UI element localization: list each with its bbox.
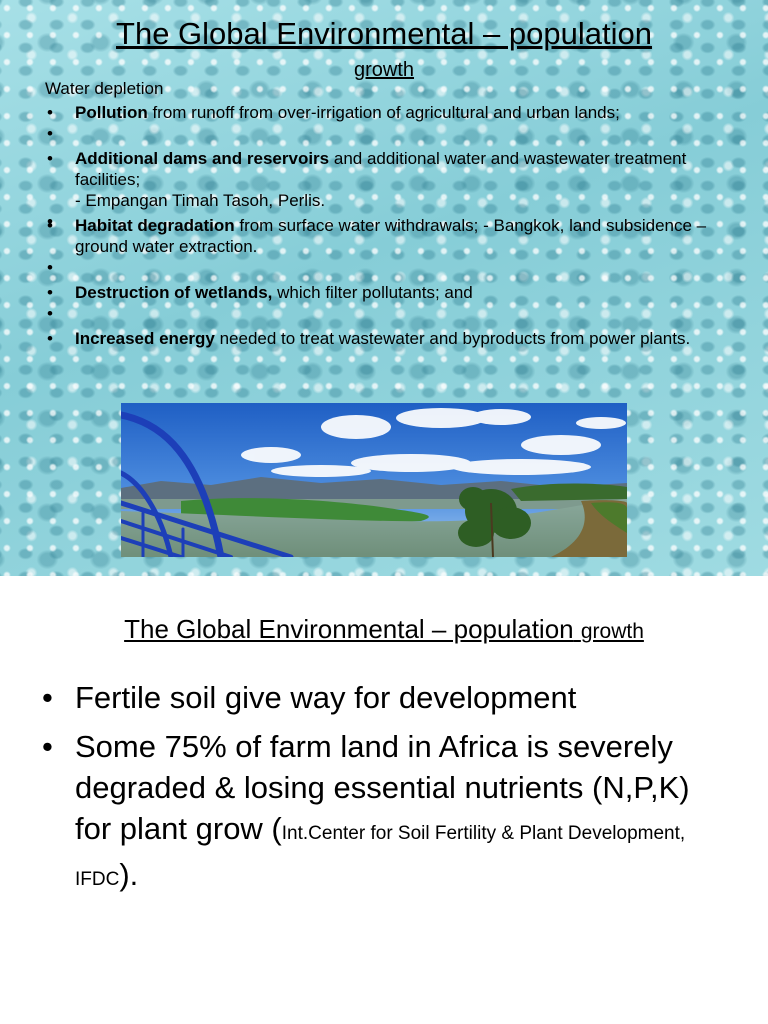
spacer — [45, 123, 725, 148]
slide-title — [0, 613, 768, 648]
slide-fertile-soil — [0, 576, 768, 1024]
bullet-text: which filter pollutants; and — [272, 283, 473, 302]
spacer — [45, 257, 725, 282]
bullet-extra: - Empangan Timah Tasoh, Perlis. — [75, 191, 326, 210]
list-item — [45, 102, 725, 123]
slide-title-main: The Global Environmental – population — [124, 614, 574, 644]
slide-title: The Global Environmental – population — [116, 16, 652, 51]
bullet-title: Additional dams and reservoirs — [75, 149, 330, 168]
section-heading: Water depletion — [45, 79, 164, 98]
bullet-text: and additional water and wastewater treatment facilities; — [75, 149, 687, 189]
bullet-title: Increased energy — [75, 329, 215, 348]
bullet-list — [45, 102, 725, 349]
bullet-text: needed to treat wastewater and byproducts from power plants. — [214, 329, 691, 348]
bullet-text: from runoff from over-irrigation of agricultural and urban lands; — [147, 103, 620, 122]
bullet-list — [40, 677, 720, 908]
list-item — [40, 677, 720, 718]
bullet-title: Habitat degradation — [75, 216, 235, 235]
bullet-text: from surface water withdrawals; - Bangkok, land subsidence – ground water extraction. — [75, 216, 707, 256]
reservoir-photo — [121, 403, 627, 557]
slide-title-small: growth — [580, 620, 644, 643]
list-item — [40, 726, 720, 900]
spacer — [45, 303, 725, 328]
list-item — [45, 282, 725, 303]
bullet-text: Fertile soil give way for development — [75, 680, 577, 715]
list-item — [45, 328, 725, 349]
bullet-title: Destruction of wetlands, — [75, 283, 273, 302]
bullet-end: ). — [119, 857, 139, 892]
list-item — [45, 215, 725, 257]
list-item — [45, 148, 725, 211]
citation: Int.Center for Soil Fertility & Plant Development, IFDC — [75, 823, 686, 890]
slide-subtitle: growth — [353, 59, 415, 81]
bullet-text: Some 75% of farm land in Africa is severely degraded & losing essential nutrients (N,P,K) for plant grow ( — [75, 729, 690, 846]
bullet-title: Pollution — [75, 103, 148, 122]
